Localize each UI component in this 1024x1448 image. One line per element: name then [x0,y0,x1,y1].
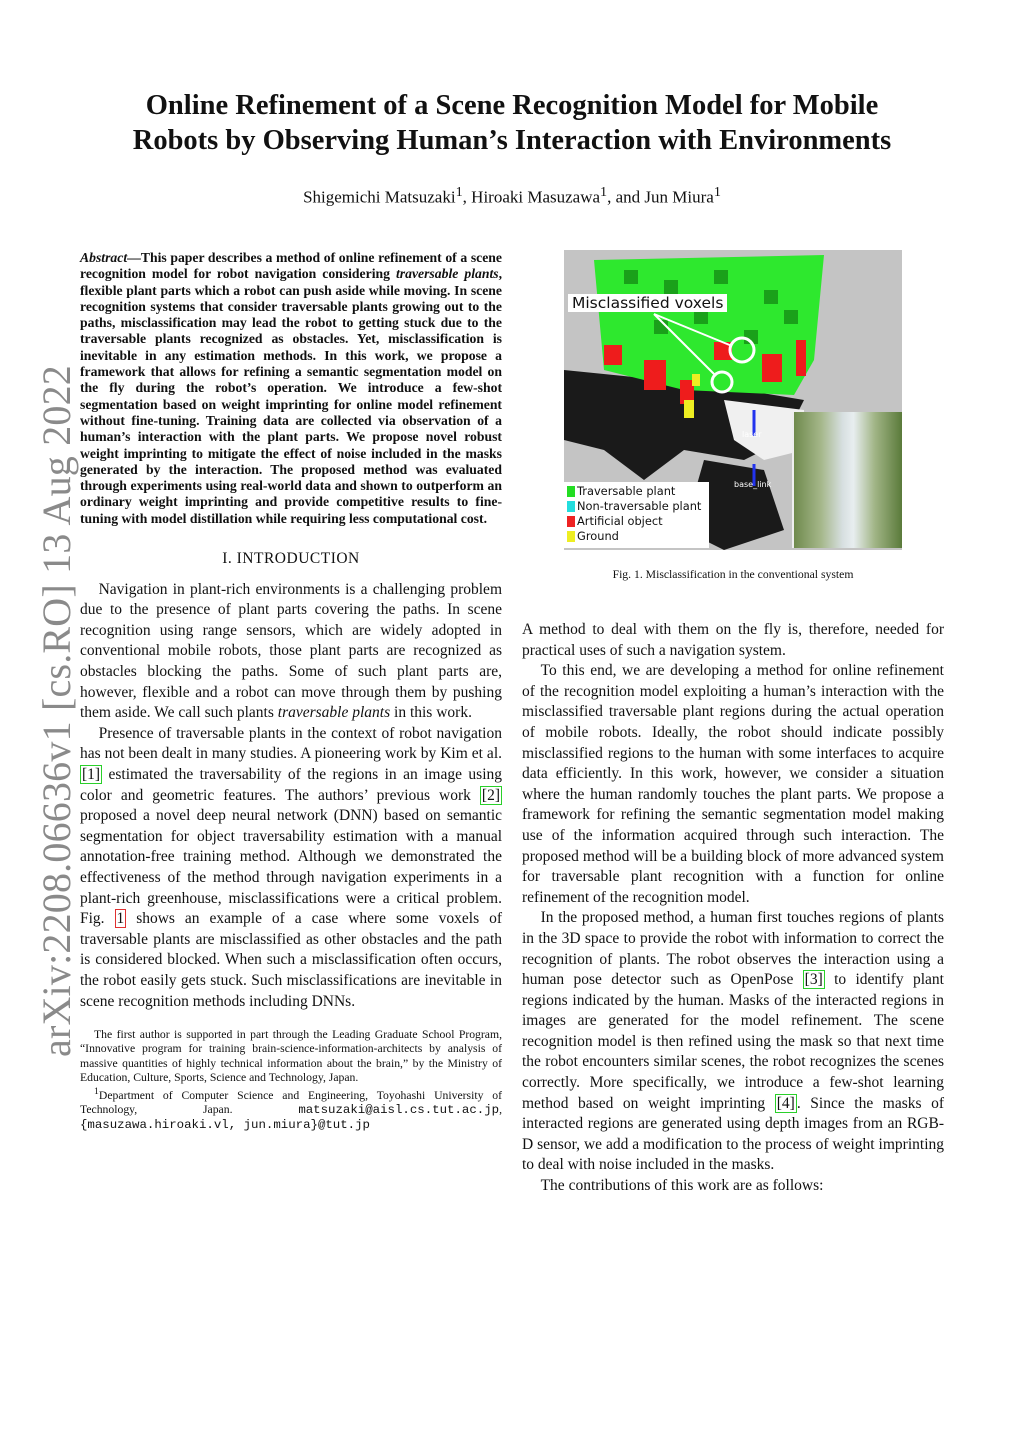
text: In the proposed method, a human first touches regions of plants in the 3D space to provide the robot with information to correct the recognition of plants. The robot observes the interaction using a human pose detector such as OpenPose [522,909,944,989]
laser-label: laser [742,430,762,439]
citation-link[interactable]: [4] [776,1094,795,1112]
text: shows an example of a case where some voxels of traversable plants are misclassified as other obstacles and the path is considered blocked. When such a misclassification often occurs, the robot easily gets stuck. Such misclassifications are inevitable in scene recognition methods including DNNs. [80,910,502,1010]
text: Presence of traversable plants in the context of robot navigation has not been dealt in many studies. A pioneering work by Kim et al. [80,724,502,763]
greenhouse-photo [792,412,902,548]
legend-item [567,484,709,499]
text: proposed a novel deep neural network (DNN) based on semantic segmentation for object traversability estimation with a manual annotation-free training method. Although we demonstrated the effectiveness of the method through navigation experiments in a plant-rich greenhouse, misclassifications were a critical problem. Fig. [80,807,502,928]
text: Navigation in plant-rich environments is a challenging problem due to the presence of plant parts covering the paths. In scene recognition using range sensors, which are widely adopted in conventional mobile robots, those plant parts are recognized as obstacles blocking the paths. Some of such plant parts are, however, flexible and a robot can move through them by pushing them aside. We call such plants [80,580,502,722]
affiliation-text: Department of Computer Science and Engineering, Toyohashi University of Technology, Japan. [80,1089,502,1117]
legend-label: Ground [577,529,619,543]
author-name: Hiroaki Masuzawa [471,187,601,207]
figure-caption: Fig. 1. Misclassification in the conventional system [612,568,854,581]
citation-link[interactable]: [2] [481,786,500,804]
abstract-dash: — [127,250,141,265]
citation-link[interactable]: [1] [82,765,101,783]
abstract-italic: traversable plants [395,266,499,282]
left-column [80,250,502,1132]
text: . Since the masks of interacted regions are generated using depth images from an RGB-D sensor, we add a modification to the process of weight imprinting to deal with noise included in the masks. [522,1094,944,1174]
text: to identify plant regions indicated by the human. Masks of the interacted regions in images are generated for the model refinement. The scene recognition model is then refined using the mask so that next time the robot encounters similar scenes, the robot recognizes the scenes correctly. More specifically, we introduce a few-shot learning method based on weight imprinting [522,971,944,1112]
paragraph [80,580,502,724]
text: in this work. [390,704,472,722]
arxiv-stamp: arXiv:2208.06636v1 [cs.RO] 13 Aug 2022 [34,365,79,1057]
author-list [100,184,924,208]
text: estimated the traversability of the regions in an image using color and geometric features. The authors’ previous work [80,765,502,804]
legend-item [567,499,709,514]
abstract [80,250,502,527]
right-column [522,620,944,1197]
section-heading: I. INTRODUCTION [222,550,360,568]
author-name: Jun Miura [644,187,714,207]
legend-label: Artificial object [577,514,663,528]
base-link-label: base_link [734,480,772,489]
figure-1 [564,250,902,550]
voxel-image [564,250,902,550]
email-link[interactable]: {masuzawa.hiroaki.vl, jun.miura}@tut.jp [80,1117,370,1132]
paragraph: To this end, we are developing a method for online refinement of the recognition model exploiting a human’s interaction with the misclassified traversable plant regions during the actual operation of mobile robots. Ideally, the robot should indicate possibly misclassified regions to the human with some interfaces to acquire data efficiently. In this work, however, we consider a situation where the human randomly touches the plant parts. We propose a framework for refining the semantic segmentation model making use of the information acquired through such interaction. The proposed method will be a building block of more advanced system for traversable plant recognition with a function for online refinement of the recognition model. [522,662,944,906]
paper-title: Online Refinement of a Scene Recognition Model for Mobile Robots by Observing Human’s Interaction with Environments [132,90,892,156]
author-separator: , and [607,187,645,207]
affiliation-mark: 1 [600,184,608,200]
legend-swatch-non-traversable [567,501,575,512]
author-separator: , [462,187,472,207]
abstract-text: This paper describes a method of online refinement of a scene recognition model for robot navigation considering [80,250,502,282]
affiliation-mark: 1 [713,184,721,200]
paragraph [80,724,502,1012]
legend-item [567,514,709,529]
legend-swatch-ground [567,531,575,542]
legend-item [567,529,709,544]
email-link[interactable]: matsuzaki@aisl.cs.tut.ac.jp [298,1103,500,1118]
legend-label: Traversable plant [577,484,676,498]
footnote: The first author is supported in part through the Leading Graduate School Program, “Innovative program for training brain-science-information-architects by analysis of massive quantities of highly technical information about the brain,” by the Ministry of Education, Culture, Sports, Science and Technology, Japan. [80,1028,502,1084]
affiliation-mark: 1 [455,184,463,200]
author-name: Shigemichi Matsuzaki [303,187,456,207]
legend-swatch-artificial [567,516,575,527]
footnote: $^1$Department of Computer Science and Engineering, Toyohashi University of Technology, Japan. matsuzaki@aisl.cs.tut.ac.jp, {masuzawa.hiroaki.vl, jun.miura}@tut.jp [80,1086,502,1132]
footnotes [80,1028,502,1132]
paragraph [522,908,944,1176]
paragraph: A method to deal with them on the fly is, therefore, needed for practical uses of such a navigation system. [522,621,944,659]
italic-text: traversable plants [277,704,391,722]
figure-legend [564,482,709,548]
legend-label: Non-traversable plant [577,499,702,513]
abstract-lead: Abstract [80,250,128,265]
figure-ref-link[interactable]: 1 [116,910,125,928]
misclassified-label: Misclassified voxels [568,294,727,312]
citation-link[interactable]: [3] [804,971,823,989]
affiliation-mark: 1 [94,1086,99,1098]
abstract-text: , flexible plant parts which a robot can push aside while moving. In scene recognition systems that consider traversable plants growing out to the paths, misclassification may lead the robot to getting stuck due to the traversable plants recognized as obstacles. Yet, misclassification is inevitable in any estimation methods. In this work, we propose a framework that allows for refining a semantic segmentation model on the fly during the robot’s operation. We introduce a few-shot segmentation based on weight imprinting for online model refinement without fine-tuning. Training data are collected via observation of a human’s interaction with the plant parts. We propose novel robust weight imprinting to mitigate the effect of noise included in the masks generated by the interaction. The proposed method was evaluated through experiments using real-world data and shown to outperform an ordinary weight imprinting and provide competitive results to fine-tuning with model distillation while requiring less computational cost. [80,266,503,526]
paragraph: The contributions of this work are as follows: [540,1177,824,1195]
legend-swatch-traversable [567,486,575,497]
